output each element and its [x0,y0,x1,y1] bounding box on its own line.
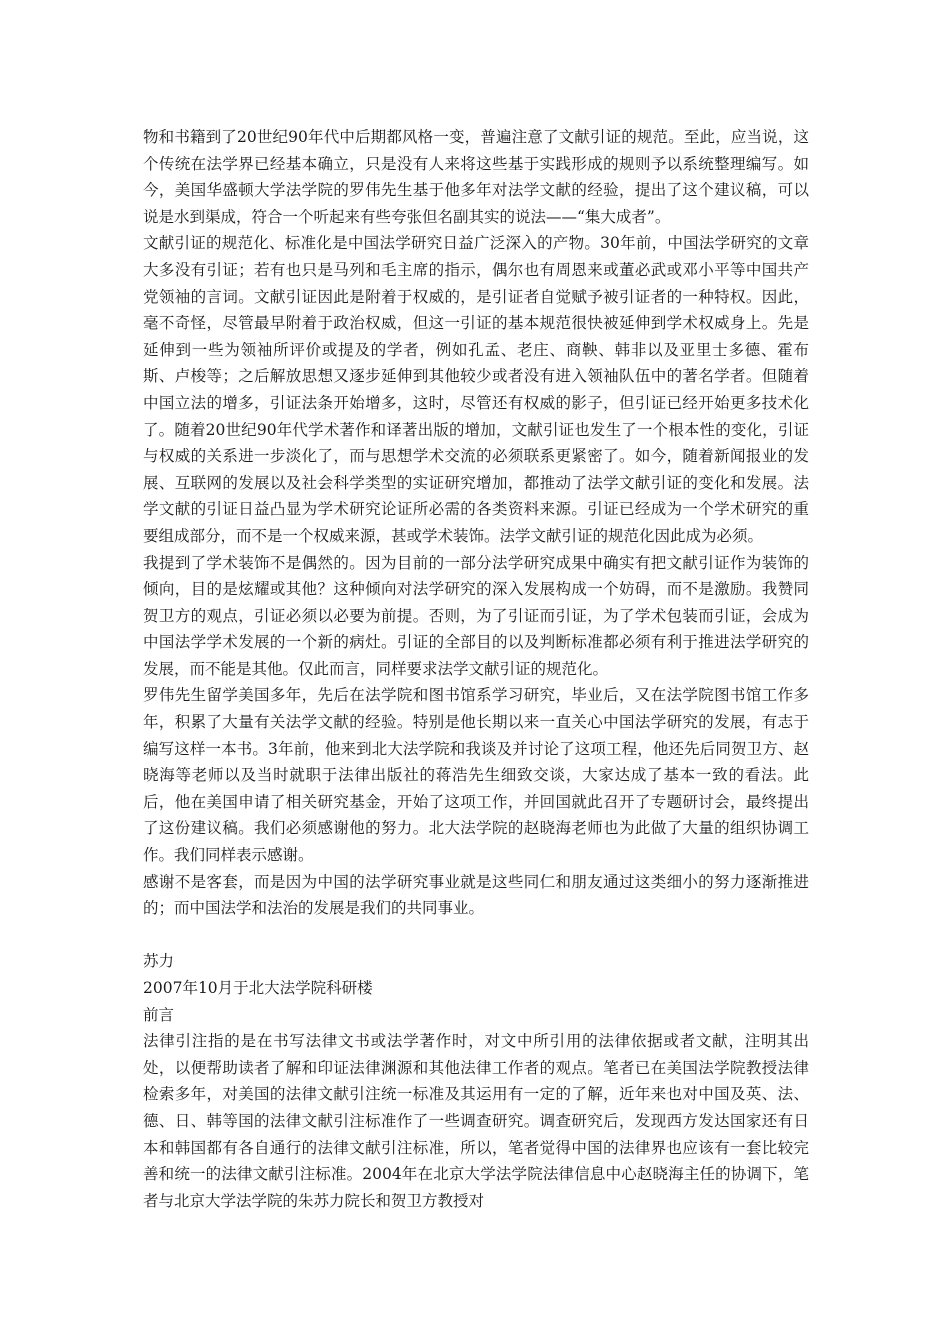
blank-line [143,922,809,949]
document-page [143,124,809,1214]
date-place: 2007年10月于北大法学院科研楼 [143,979,373,997]
body-paragraph-3: 我提到了学术装饰不是偶然的。因为目前的一部分法学研究成果中确实有把文献引证作为装饰的倾向，目的是炫耀或其他？这种倾向对法学研究的深入发展构成一个妨碍，而不是激励。我赞同贺卫方的观点，引证必须以必要为前提。否则，为了引证而引证，为了学术包装而引证，会成为中国法学学术发展的一个新的病灶。引证的全部目的以及判断标准都必须有利于推进法学研究的发展，而不能是其他。仅此而言，同样要求法学文献引证的规范化。 [143,553,809,678]
section-heading-preface: 前言 [143,1005,175,1024]
body-paragraph-1: 物和书籍到了20世纪90年代中后期都风格一变，普遍注意了文献引证的规范。至此，应当说，这个传统在法学界已经基本确立，只是没有人来将这些基于实践形成的规则予以系统整理编写。如今，美国华盛顿大学法学院的罗伟先生基于他多年对法学文献的经验，提出了这个建议稿，可以说是水到渠成，符合一个听起来有些夸张但名副其实的说法——“集大成者”。 [143,128,809,226]
body-paragraph-2: 文献引证的规范化、标准化是中国法学研究日益广泛深入的产物。30年前，中国法学研究的文章大多没有引证；若有也只是马列和毛主席的指示，偶尔也有周恩来或董必武或邓小平等中国共产党领袖的言词。文献引证因此是附着于权威的，是引证者自觉赋予被引证者的一种特权。因此，毫不奇怪，尽管最早附着于政治权威，但这一引证的基本规范很快被延伸到学术权威身上。先是延伸到一些为领袖所评价或提及的学者，例如孔孟、老庄、商鞅、韩非以及亚里士多德、霍布斯、卢梭等；之后解放思想又逐步延伸到其他较少或者没有进入领袖队伍中的著名学者。但随着中国立法的增多，引证法条开始增多，这时，尽管还有权威的影子，但引证已经开始更多技术化了。随着20世纪90年代学术著作和译著出版的增加，文献引证也发生了一个根本性的变化，引证与权威的关系进一步淡化了，而与思想学术交流的必须联系更紧密了。如今，随着新闻报业的发展、互联网的发展以及社会科学类型的实证研究增加，都推动了法学文献引证的变化和发展。法学文献的引证日益凸显为学术研究论证所必需的各类资料来源。引证已经成为一个学术研究的重要组成部分，而不是一个权威来源，甚或学术装饰。法学文献引证的规范化因此成为必须。 [143,234,809,545]
body-paragraph-4: 罗伟先生留学美国多年，先后在法学院和图书馆系学习研究，毕业后，又在法学院图书馆工作多年，积累了大量有关法学文献的经验。特别是他长期以来一直关心中国法学研究的发展，有志于编写这样一本书。3年前，他来到北大法学院和我谈及并讨论了这项工程，他还先后同贺卫方、赵晓海等老师以及当时就职于法律出版社的蒋浩先生细致交谈，大家达成了基本一致的看法。此后，他在美国申请了相关研究基金，开始了这项工作，并回国就此召开了专题研讨会，最终提出了这份建议稿。我们必须感谢他的努力。北大法学院的赵晓海老师也为此做了大量的组织协调工作。我们同样表示感谢。 [143,686,809,865]
author-signature: 苏力 [143,952,175,971]
body-paragraph-5: 感谢不是客套，而是因为中国的法学研究事业就是这些同仁和朋友通过这类细小的努力逐渐推进的；而中国法学和法治的发展是我们的共同事业。 [143,872,809,918]
preface-paragraph: 法律引注指的是在书写法律文书或法学著作时，对文中所引用的法律依据或者文献，注明其出处，以便帮助读者了解和印证法律渊源和其他法律工作者的观点。笔者已在美国法学院教授法律检索多年，对美国的法律文献引注统一标准及其运用有一定的了解，近年来也对中国及英、法、德、日、韩等国的法律文献引注标准作了一些调查研究。调查研究后，发现西方发达国家还有日本和韩国都有各自通行的法律文献引注标准，所以，笔者觉得中国的法律界也应该有一套比较完善和统一的法律文献引注标准。2004年在北京大学法学院法律信息中心赵晓海主任的协调下，笔者与北京大学法学院的朱苏力院长和贺卫方教授对 [143,1032,809,1210]
